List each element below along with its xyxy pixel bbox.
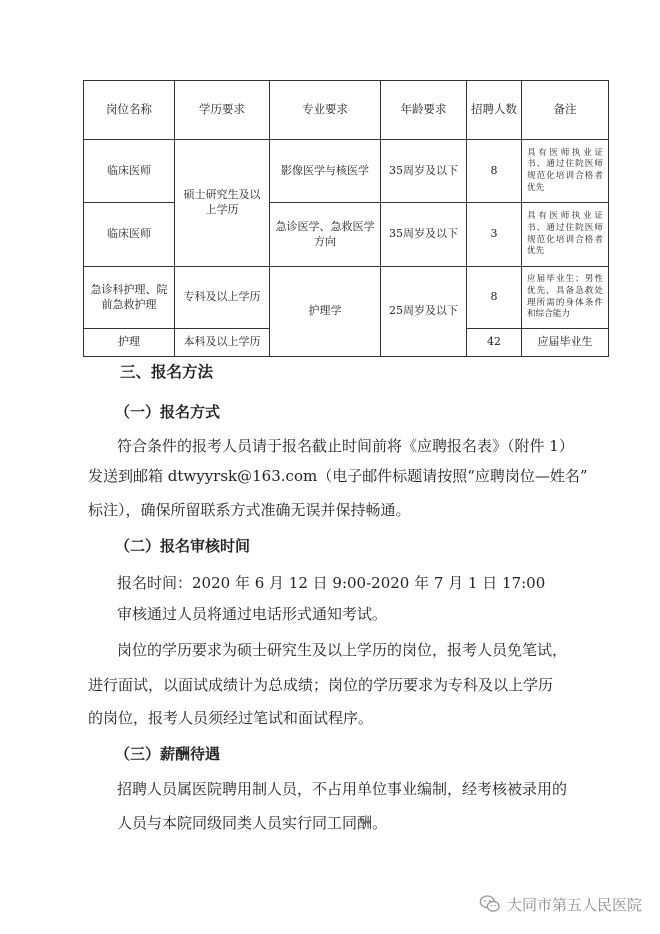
subsection-title: （二）报名审核时间: [115, 537, 251, 555]
table-row: [84, 267, 609, 329]
paragraph-line: 报名时间：2020 年 6 月 12 日 9:00-2020 年 7 月 1 日 17:00: [117, 574, 546, 592]
paragraph-line: 符合条件的报考人员请于报名截止时间前将《应聘报名表》（附件 1）: [117, 437, 574, 455]
cell-education: 硕士研究生及以上学历: [175, 140, 270, 267]
subsection-title: （一）报名方式: [115, 403, 221, 421]
paragraph-line: 招聘人员属医院聘用制人员，不占用单位事业编制，经考核被录用的: [117, 780, 568, 798]
cell-count: 42: [467, 329, 522, 357]
paragraph-line: 进行面试，以面试成绩计为总成绩；岗位的学历要求为专科及以上学历: [88, 676, 554, 694]
paragraph-line: 的岗位，报考人员须经过笔试和面试程序。: [88, 709, 374, 727]
table-row: [84, 140, 609, 203]
table-header-row: [84, 81, 609, 140]
paragraph-line: 人员与本院同级同类人员实行同工同酬。: [117, 814, 388, 832]
paragraph-line: 发送到邮箱 dtwyyrsk@163.com（电子邮件标题请按照“应聘岗位—姓名”: [88, 467, 588, 485]
paragraph-line: 岗位的学历要求为硕士研究生及以上学历的岗位，报考人员免笔试，: [117, 641, 568, 659]
cell-count: 8: [467, 267, 522, 329]
watermark: [479, 891, 642, 917]
cell-major: 护理学: [270, 267, 381, 357]
recruitment-table: [83, 80, 609, 357]
section-title: 三、报名方法: [120, 362, 214, 381]
subsection-title: （三）薪酬待遇: [115, 745, 221, 763]
cell-note: 应届毕业生: [522, 329, 609, 357]
header-count: 招聘人数: [467, 81, 522, 140]
cell-count: 8: [467, 140, 522, 203]
cell-age: 25周岁及以下: [381, 267, 467, 357]
watermark-text: 大同市第五人民医院: [506, 895, 642, 914]
header-age: 年龄要求: [381, 81, 467, 140]
cell-age: 35周岁及以下: [381, 140, 467, 203]
cell-major: 影像医学与核医学: [270, 140, 381, 203]
cell-age: 35周岁及以下: [381, 203, 467, 267]
cell-post: 临床医师: [84, 203, 175, 267]
paragraph-line: 标注），确保所留联系方式准确无误并保持畅通。: [88, 501, 411, 519]
cell-count: 3: [467, 203, 522, 267]
header-education: 学历要求: [175, 81, 270, 140]
cell-education: 专科及以上学历: [175, 267, 270, 329]
cell-note: 应届毕业生；男性优先，具备急救处理所需的身体条件和综合能力: [522, 267, 609, 329]
cell-major: 急诊医学、急救医学方向: [270, 203, 381, 267]
cell-note: 具有医师执业证书、通过住院医师规范化培训合格者优先: [522, 203, 609, 267]
cell-post: 临床医师: [84, 140, 175, 203]
wechat-icon: [479, 894, 501, 914]
cell-post: 护理: [84, 329, 175, 357]
cell-post: 急诊科护理、院前急救护理: [84, 267, 175, 329]
table-row: [84, 203, 609, 267]
header-post: 岗位名称: [84, 81, 175, 140]
header-major: 专业要求: [270, 81, 381, 140]
cell-education: 本科及以上学历: [175, 329, 270, 357]
paragraph-line: 审核通过人员将通过电话形式通知考试。: [117, 605, 388, 623]
header-note: 备注: [522, 81, 609, 140]
cell-note: 具有医师执业证书、通过住院医师规范化培训合格者优先: [522, 140, 609, 203]
